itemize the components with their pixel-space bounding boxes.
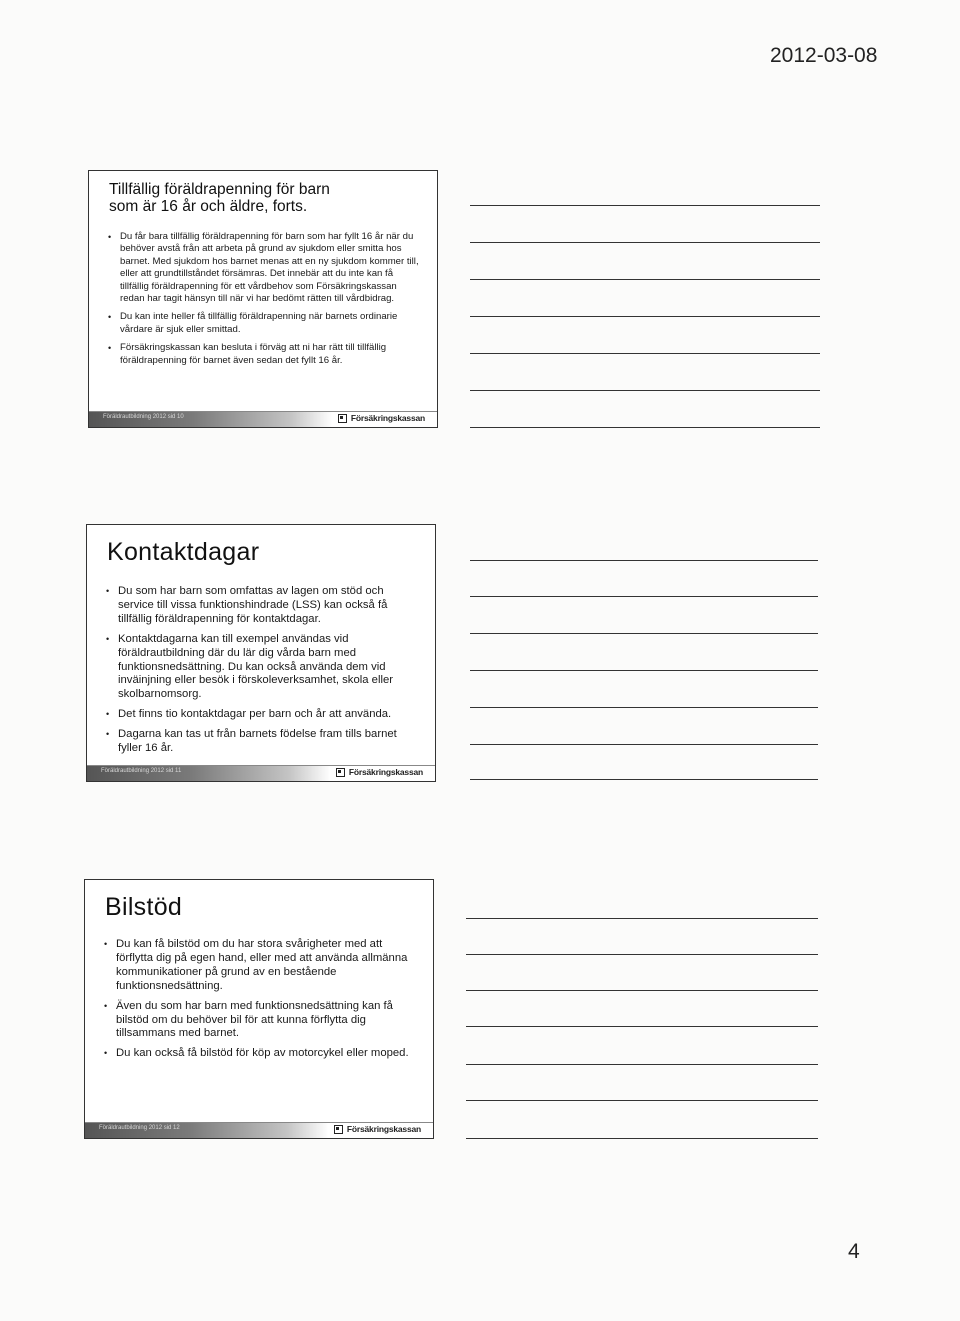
note-line bbox=[470, 744, 818, 745]
bullet-item: • Du kan få bilstöd om du har stora svårigheter med att förflytta dig på egen hand, eller med att använda allmänna kommunikationer på grund av en bestående funktionsnedsättning. bbox=[103, 938, 417, 994]
note-line bbox=[466, 1064, 818, 1065]
slide-footer bbox=[89, 411, 437, 427]
note-line bbox=[470, 242, 820, 243]
bullet-list bbox=[105, 585, 419, 762]
footer-text: Föräldrautbildning 2012 sid 11 bbox=[101, 768, 182, 774]
logo bbox=[334, 1124, 421, 1134]
note-line bbox=[470, 779, 818, 780]
note-line bbox=[466, 918, 818, 919]
bullet-list bbox=[107, 231, 421, 373]
note-line bbox=[466, 990, 818, 991]
bullet-item: • Försäkringskassan kan besluta i förväg att ni har rätt till tillfällig föräldrapenning för barnet även sedan det fyllt 16 år. bbox=[107, 342, 421, 367]
note-line bbox=[466, 954, 818, 955]
note-line bbox=[470, 353, 820, 354]
slide-title: Tillfällig föräldrapenning för barn som är 16 år och äldre, forts. bbox=[109, 181, 330, 215]
note-line bbox=[470, 670, 818, 671]
bullet-list bbox=[103, 938, 417, 1067]
note-line bbox=[470, 596, 818, 597]
bullet-item: • Kontaktdagarna kan till exempel användas vid föräldrautbildning där du lär dig vårda barn med funktionsnedsättning. Du kan också använda dem vid inväinjning eller besök i förskoleverksamhet, skola eller skolbarnomsorg. bbox=[105, 633, 419, 703]
slide-title: Kontaktdagar bbox=[107, 538, 260, 566]
logo-icon bbox=[334, 1125, 343, 1134]
footer-text: Föräldrautbildning 2012 sid 10 bbox=[103, 414, 184, 420]
logo bbox=[338, 413, 425, 423]
logo-text: Försäkringskassan bbox=[346, 1124, 421, 1134]
bullet-item: • Du som har barn som omfattas av lagen om stöd och service till vissa funktionshindrade (LSS) kan också få tillfällig föräldrapenning för kontaktdagar. bbox=[105, 585, 419, 627]
slide-footer bbox=[85, 1122, 433, 1138]
logo-icon bbox=[338, 414, 347, 423]
note-line bbox=[470, 205, 820, 206]
bullet-item: • Även du som har barn med funktionsnedsättning kan få bilstöd om du behöver bil för att kunna förflytta dig tillsammans med barnet. bbox=[103, 1000, 417, 1042]
note-line bbox=[470, 707, 818, 708]
note-line bbox=[466, 1100, 818, 1101]
page-date: 2012-03-08 bbox=[770, 44, 878, 67]
note-line bbox=[470, 633, 818, 634]
logo-text: Försäkringskassan bbox=[348, 767, 423, 777]
footer-text: Föräldrautbildning 2012 sid 12 bbox=[99, 1125, 180, 1131]
bullet-item: • Du kan också få bilstöd för köp av motorcykel eller moped. bbox=[103, 1047, 417, 1061]
slide-3 bbox=[84, 879, 434, 1139]
logo-text: Försäkringskassan bbox=[350, 413, 425, 423]
logo-icon bbox=[336, 768, 345, 777]
slide-title: Bilstöd bbox=[105, 893, 183, 921]
note-line bbox=[470, 279, 820, 280]
bullet-item: • Du kan inte heller få tillfällig föräldrapenning när barnets ordinarie vårdare är sjuk eller smittad. bbox=[107, 311, 421, 336]
note-line bbox=[466, 1138, 818, 1139]
bullet-item: • Det finns tio kontaktdagar per barn och år att använda. bbox=[105, 708, 419, 722]
page-number: 4 bbox=[848, 1240, 860, 1263]
logo bbox=[336, 767, 423, 777]
note-line bbox=[466, 1026, 818, 1027]
note-line bbox=[470, 560, 818, 561]
note-line bbox=[470, 390, 820, 391]
bullet-item: • Dagarna kan tas ut från barnets födelse fram tills barnet fyller 16 år. bbox=[105, 728, 419, 756]
note-line bbox=[470, 316, 820, 317]
bullet-item: • Du får bara tillfällig föräldrapenning för barn som har fyllt 16 år när du behöver avstå från att arbeta på grund av sjukdom eller smitta hos barnet. Med sjukdom hos barnet menas att en ny sjukdom kommer till, eller att grundtillståndet försämras. Det innebär att du inte kan få tillfällig föräldrapenning för ett vårdbehov som Försäkringskassan redan har tagit hänsyn till när vi har bedömt rätten till vårdbidrag. bbox=[107, 231, 421, 305]
slide-2 bbox=[86, 524, 436, 782]
slide-footer bbox=[87, 765, 435, 781]
note-line bbox=[470, 427, 820, 428]
slide-1 bbox=[88, 170, 438, 428]
